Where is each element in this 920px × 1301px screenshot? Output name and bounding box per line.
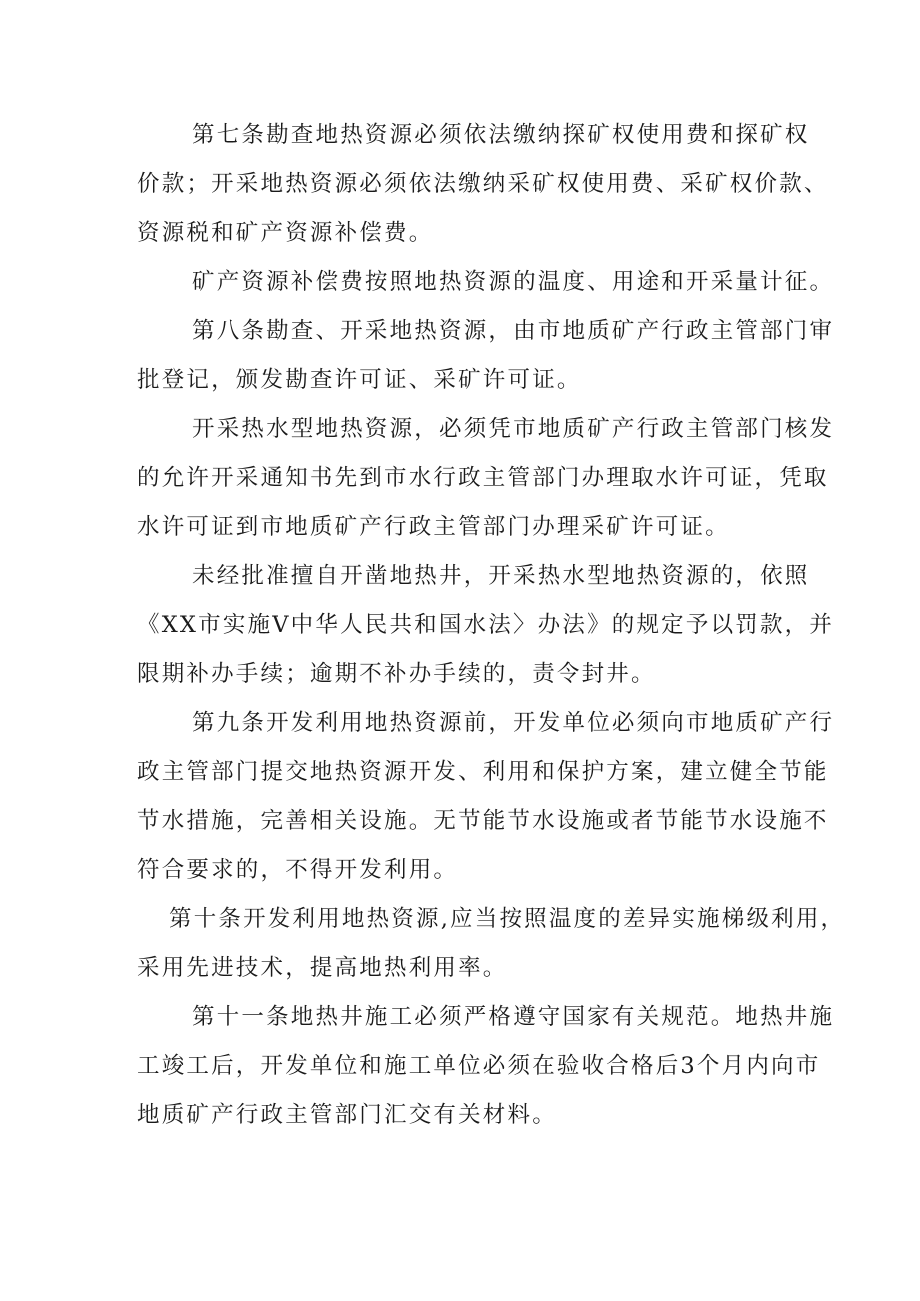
paragraph-8-line-1: 第十一条地热井施工必须严格遵守国家有关规范。地热井施 [192,1004,835,1030]
paragraph-1-line-1: 第七条勘查地热资源必须依法缴纳探矿权使用费和探矿权 [192,122,810,148]
paragraph-6-line-1: 第九条开发利用地热资源前，开发单位必须向市地质矿产行 [192,710,835,736]
paragraph-4-line-3: 水许可证到市地质矿产行政主管部门办理采矿许可证。 [137,514,730,540]
paragraph-7-line-2: 采用先进技术，提高地热利用率。 [137,955,508,981]
paragraph-8-line-2: 工竣工后，开发单位和施工单位必须在验收合格后3个月内向市 [137,1053,821,1079]
paragraph-4-line-1: 开采热水型地热资源，必须凭市地质矿产行政主管部门核发 [192,416,835,442]
paragraph-8-line-3: 地质矿产行政主管部门汇交有关材料。 [137,1102,557,1128]
paragraph-6-line-3: 节水措施，完善相关设施。无节能节水设施或者节能节水设施不 [137,808,829,834]
paragraph-2-line-1: 矿产资源补偿费按照地热资源的温度、用途和开采量计征。 [192,269,835,295]
paragraph-4-line-2: 的允许开采通知书先到市水行政主管部门办理取水许可证，凭取 [137,465,829,491]
paragraph-5-line-2: 《XX市实施V中华人民共和国水法〉办法》的规定予以罚款，并 [137,612,835,638]
paragraph-6-line-4: 符合要求的，不得开发利用。 [137,857,459,883]
paragraph-5-line-1: 未经批准擅自开凿地热井，开采热水型地热资源的，依照 [192,563,810,589]
paragraph-7-line-1: 第十条开发利用地热资源,应当按照温度的差异实施梯级利用， [169,906,846,932]
paragraph-3-line-1: 第八条勘查、开采地热资源，由市地质矿产行政主管部门审 [192,318,835,344]
paragraph-6-line-2: 政主管部门提交地热资源开发、利用和保护方案，建立健全节能 [137,759,829,785]
paragraph-1-line-2: 价款；开采地热资源必须依法缴纳采矿权使用费、采矿权价款、 [137,171,829,197]
paragraph-3-line-2: 批登记，颁发勘查许可证、采矿许可证。 [137,367,582,393]
paragraph-1-line-3: 资源税和矿产资源补偿费。 [137,220,434,246]
paragraph-5-line-3: 限期补办手续；逾期不补办手续的，责令封井。 [137,661,656,687]
